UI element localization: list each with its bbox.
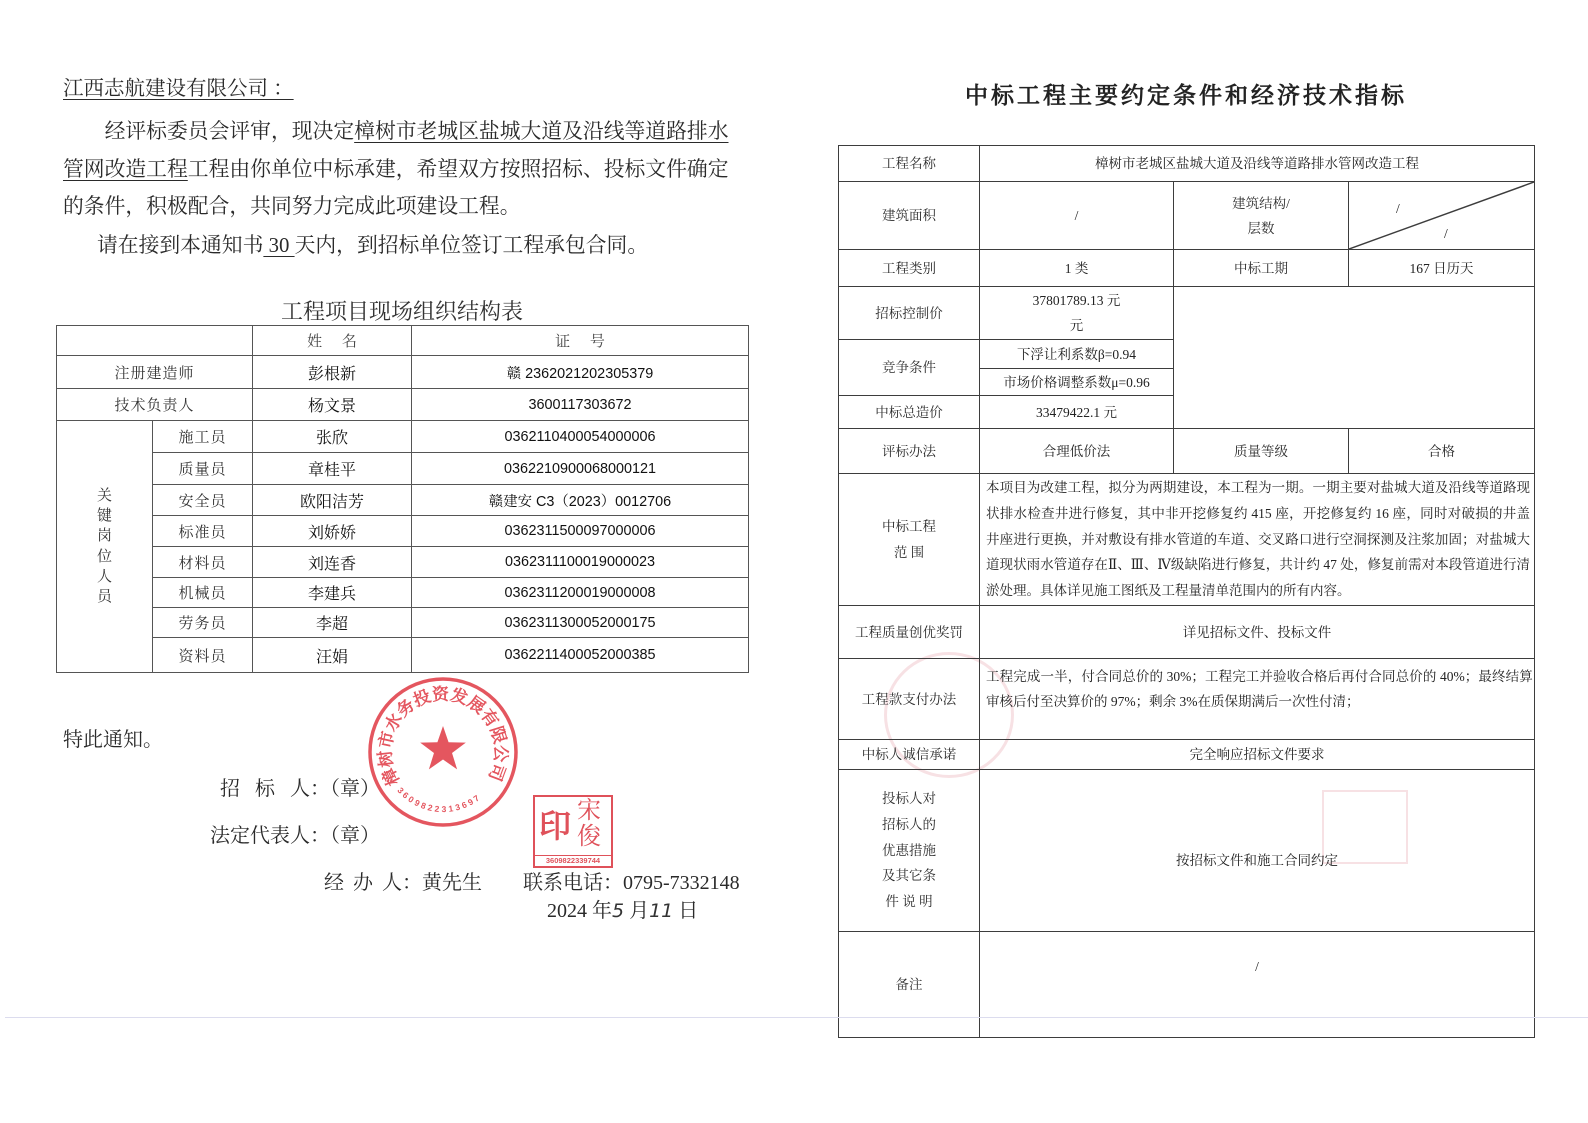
table-row [57,578,749,608]
label-scope [839,474,980,606]
value-reward: 详见招标文件、投标文件 [980,606,1535,659]
table-row [57,638,749,673]
label-bid-price: 中标总造价 [839,396,980,429]
label-evaluation: 评标办法 [839,429,980,474]
table-row [57,389,749,421]
role-cell: 注册建造师 [57,356,253,389]
name-cell: 汪娟 [253,638,412,673]
personal-seal-code: 3609822339744 [535,855,611,866]
role-cell: 施工员 [153,421,253,453]
control-price-amount: 37801789.13 元 [1032,293,1121,308]
seal-char-1: 宋 [577,798,601,824]
notice-intro: 经评标委员会评审，现决定 [104,120,355,143]
value-discount-factor: 下浮让利系数β=0.94 [980,340,1174,369]
label-competition: 竞争条件 [839,340,980,396]
label-concession-line2: 招标人的 [882,816,936,832]
closing-text: 特此通知。 [63,729,163,751]
label-remarks: 备注 [839,932,980,1038]
value-building-area: / [980,182,1174,250]
label-scope-line2: 范 围 [893,544,925,560]
value-concession: 按招标文件和施工合同约定 [980,770,1535,932]
cert-cell: 3600117303672 [412,389,749,421]
value-scope: 本项目为改建工程，拟分为两期建设，本工程为一期。一期主要对盐城大道及沿线等道路现状排水检查井进行修复，其中非开挖修复约 415 座，开挖修复约 16 座，同时对破损的井盖井座进行更换，并对敷设有排水管道的车道、交叉路口进行空洞探测及注浆加固；对盐城大道现状雨水管道存在Ⅱ、Ⅲ、Ⅳ级缺陷进行修复，共计约 47 处，修复前需对本段管道进行清淤处理。具体详见施工图纸及工程量清单范围内的所有内容。 [986,480,1531,599]
value-structure: / [1396,201,1400,216]
row-scope [839,474,1535,606]
role-cell: 安全员 [153,485,253,516]
company-seal [363,672,523,832]
row-concession [839,770,1535,932]
header-blank-cell [57,326,253,356]
cert-cell: 0362311300052000175 [412,608,749,638]
personal-seal [533,795,613,868]
date-month-handwritten: 5 [612,900,625,922]
notice-paragraph [63,113,735,226]
date-day-unit: 日 [673,900,699,922]
label-concession-line1: 投标人对 [882,791,936,806]
label-duration: 中标工期 [1174,250,1349,287]
cert-cell: 0362211400052000385 [412,638,749,673]
date-day-handwritten: 11 [649,900,674,922]
value-duration: 167 日历天 [1349,250,1535,287]
value-project-name: 樟树市老城区盐城大道及沿线等道路排水管网改造工程 [980,146,1535,182]
addressee: 江西志航建设有限公司 ： [63,78,294,100]
legal-representative-line: 法定代表人：（章） [210,825,380,847]
label-concession-line4: 及其它条 [882,868,936,884]
empty-merged-cell [1174,287,1535,429]
value-structure-floors [1349,182,1535,250]
label-quality: 质量等级 [1174,429,1349,474]
value-market-factor: 市场价格调整系数μ=0.96 [980,369,1174,396]
diagonal-divider [1349,182,1534,249]
seal-char-2: 俊 [577,824,601,850]
role-cell: 劳务员 [153,608,253,638]
cert-cell: 赣 2362021202305379 [412,356,749,389]
header-cert: 证 号 [412,326,749,356]
name-cell: 杨文景 [253,389,412,421]
value-floors: / [1444,226,1448,241]
row-project-name [839,146,1535,182]
name-cell: 章桂平 [253,453,412,485]
deadline-days: 30 [263,234,295,257]
control-price-unit: 元 [1069,318,1084,333]
row-payment [839,659,1535,740]
header-name: 姓 名 [253,326,412,356]
key-personnel-group-cell [57,421,153,673]
cert-cell: 0362311100019000023 [412,547,749,578]
table-row [57,453,749,485]
label-structure-line1: 建筑结构/ [1232,195,1290,211]
org-table-title: 工程项目现场组织结构表 [280,299,523,324]
row-reward [839,606,1535,659]
cert-cell: 0362110400054000006 [412,421,749,453]
row-control-price [839,287,1535,340]
date-year: 2024 年 [547,900,612,922]
seal-char-yin: 印 [539,808,572,844]
project-name: 樟树市老城区盐城大道及沿线等道路排水管网改造工程 [63,120,729,181]
deadline-paragraph [97,227,648,265]
name-cell: 刘连香 [253,547,412,578]
deadline-suffix: 天内，到招标单位签订工程承包合同。 [294,234,649,257]
value-payment: 工程完成一半，付合同总价的 30%；工程完工并验收合格后再付合同总价的 40%；最终结算审核后付至决算价的 97%；剩余 3%在质保期满后一次性付清； [986,669,1533,709]
deadline-prefix: 请在接到本通知书 [97,234,264,257]
name-cell: 欧阳洁芳 [253,485,412,516]
row-integrity [839,740,1535,770]
value-category: 1 类 [980,250,1174,287]
name-cell: 刘娇娇 [253,516,412,547]
label-building-area: 建筑面积 [839,182,980,250]
value-quality: 合格 [1349,429,1535,474]
label-project-name: 工程名称 [839,146,980,182]
value-scope-cell [980,474,1535,606]
label-structure [1174,182,1349,250]
scan-artifact-line [5,1017,1588,1018]
terms-title: 中标工程主要约定条件和经济技术指标 [965,83,1407,108]
role-cell: 标准员 [153,516,253,547]
seal-code [395,785,481,814]
label-concession-line3: 优惠措施 [882,842,936,858]
seal-code-path: 3609822313697 [395,785,482,815]
value-bid-price: 33479422.1 元 [980,396,1174,429]
label-reward: 工程质量创优奖罚 [839,606,980,659]
value-integrity: 完全响应招标文件要求 [980,740,1535,770]
value-control-price [980,287,1174,340]
date-month-unit: 月 [624,900,650,922]
row-category [839,250,1535,287]
table-row [57,485,749,516]
label-concession-line5: 件 说 明 [885,894,933,910]
table-row [57,547,749,578]
role-cell: 资料员 [153,638,253,673]
row-building-area [839,182,1535,250]
label-structure-line2: 层数 [1247,220,1275,236]
key-personnel-label: 关键岗位人员 [97,487,113,606]
label-payment: 工程款支付办法 [839,659,980,740]
label-scope-line1: 中标工程 [882,518,936,534]
handler-line: 经 办 人：黄先生 [324,872,482,894]
value-remarks: / [980,932,1535,1038]
table-header-row [57,326,749,356]
name-cell: 张欣 [253,421,412,453]
row-remarks [839,932,1535,1038]
seal-company-name-path: 樟树市水务投资发展有限公司 [375,684,511,789]
value-payment-cell [980,659,1535,740]
label-concession [839,770,980,932]
contact-phone: 联系电话：0795-7332148 [523,872,740,894]
role-cell: 技术负责人 [57,389,253,421]
label-integrity: 中标人诚信承诺 [839,740,980,770]
cert-cell: 赣建安 C3（2023）0012706 [412,485,749,516]
table-row [57,421,749,453]
role-cell: 机械员 [153,578,253,608]
name-cell: 彭根新 [253,356,412,389]
label-control-price: 招标控制价 [839,287,980,340]
name-cell: 李建兵 [253,578,412,608]
seal-star-icon [420,726,466,769]
terms-table [838,145,1535,1038]
notice-body: 工程由你单位中标承建，希望双方按照招标、投标文件确定的条件，积极配合，共同努力完成此项建设工程。 [63,157,729,218]
cert-cell: 0362311200019000008 [412,578,749,608]
table-row [57,516,749,547]
role-cell: 材料员 [153,547,253,578]
issue-date [547,898,698,924]
cert-cell: 0362210900068000121 [412,453,749,485]
cert-cell: 0362311500097000006 [412,516,749,547]
role-cell: 质量员 [153,453,253,485]
name-cell: 李超 [253,608,412,638]
org-structure-table [56,325,749,673]
value-evaluation: 合理低价法 [980,429,1174,474]
row-evaluation [839,429,1535,474]
label-category: 工程类别 [839,250,980,287]
table-row [57,608,749,638]
tenderer-line: 招 标 人：（章） [220,778,380,800]
table-row [57,356,749,389]
